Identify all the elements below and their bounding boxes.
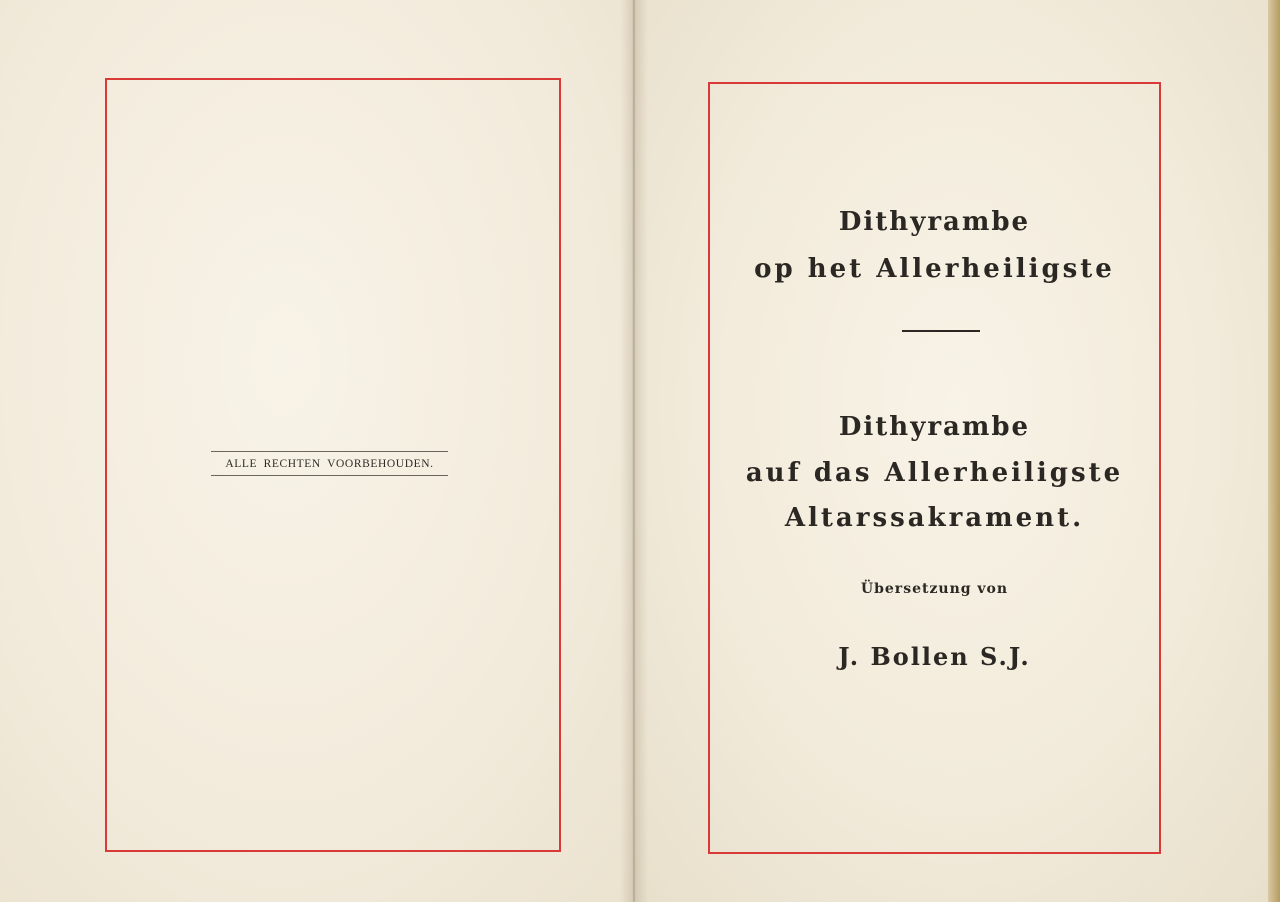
german-title-line3: Altarssakrament. bbox=[784, 503, 1085, 533]
title-divider-rule bbox=[902, 330, 980, 332]
dutch-title-line2: op het Allerheiligste bbox=[754, 254, 1115, 284]
left-page-red-frame bbox=[105, 78, 561, 852]
book-cover-edge bbox=[1268, 0, 1280, 902]
translation-note: Übersetzung von bbox=[860, 581, 1009, 597]
left-page bbox=[0, 0, 632, 902]
dutch-title-line1: Dithyrambe bbox=[838, 207, 1031, 237]
book-gutter bbox=[620, 0, 648, 902]
rights-notice: ALLE RECHTEN VOORBEHOUDEN. bbox=[211, 451, 448, 476]
german-title-line2: auf das Allerheiligste bbox=[745, 458, 1124, 488]
right-page bbox=[634, 0, 1280, 902]
german-title-line1: Dithyrambe bbox=[838, 412, 1031, 442]
author-name: J. Bollen S.J. bbox=[838, 642, 1031, 671]
right-page-red-frame bbox=[708, 82, 1161, 854]
